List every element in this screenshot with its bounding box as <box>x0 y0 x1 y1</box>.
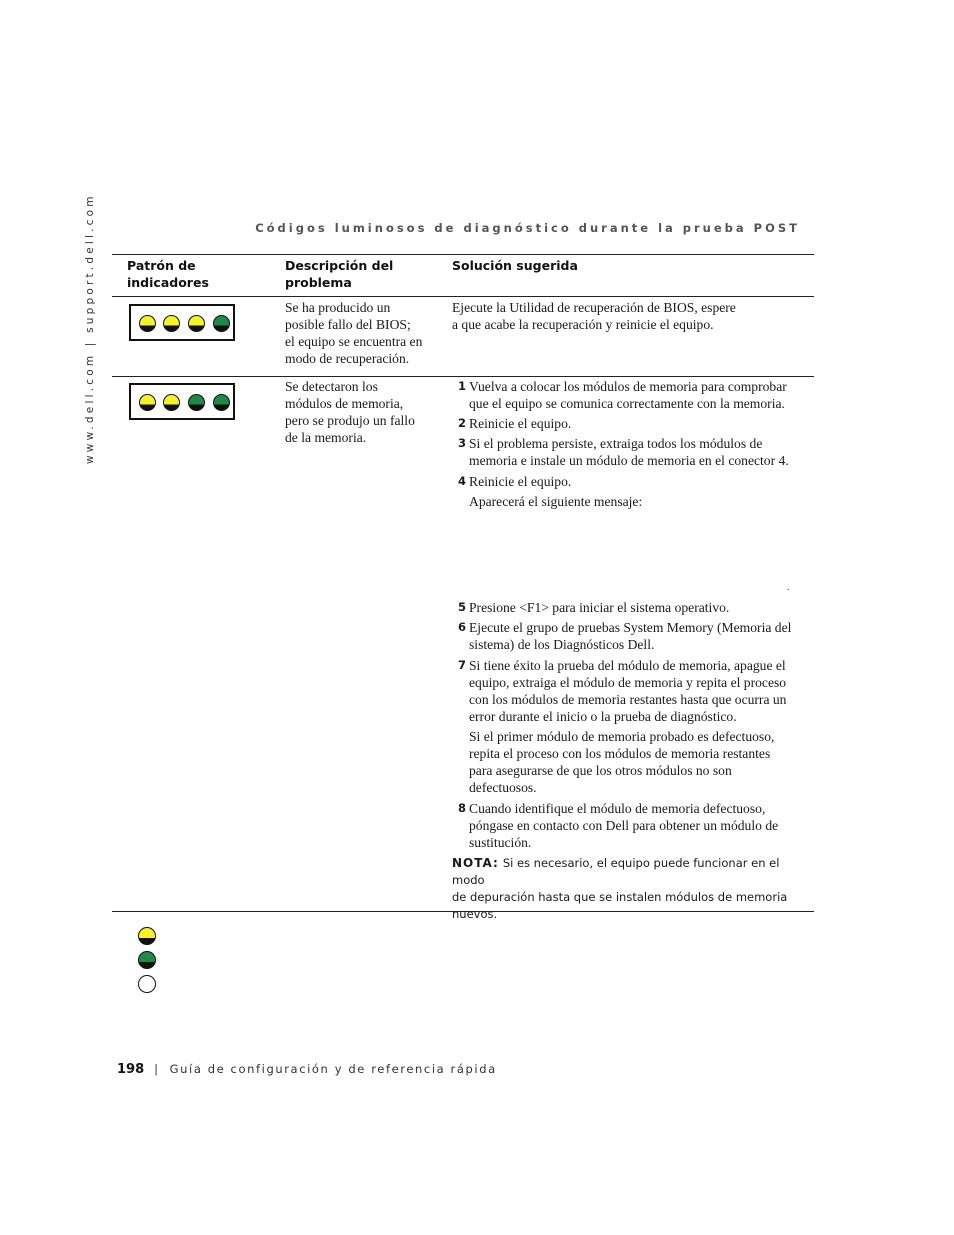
step-text <box>469 657 814 725</box>
footer-separator: | <box>154 1062 160 1076</box>
step-line: Reinicie el equipo. <box>469 416 572 431</box>
table-header-rule <box>112 296 814 297</box>
led-indicator-icon <box>188 315 205 332</box>
led-indicator-icon <box>139 315 156 332</box>
header-description-line: problema <box>285 275 352 290</box>
desc-line: Se ha producido un <box>285 300 391 315</box>
step-line: error durante el inicio o la prueba de diagnóstico. <box>469 709 737 724</box>
step-number: 6 <box>458 620 467 634</box>
followup-line: defectuosos. <box>469 780 537 795</box>
step-number: 4 <box>458 474 467 488</box>
followup-line: Si el primer módulo de memoria probado es defectuoso, <box>469 729 775 744</box>
step-text <box>469 435 814 469</box>
step-line: póngase en contacto con Dell para obtener un módulo de <box>469 818 779 833</box>
step7-followup <box>469 728 814 796</box>
step-text <box>469 473 814 490</box>
led-indicator-icon <box>213 394 230 411</box>
step-line: con los módulos de memoria restantes hasta que ocurra un <box>469 692 787 707</box>
step-line: Reinicie el equipo. <box>469 474 572 489</box>
step-line: sustitución. <box>469 835 532 850</box>
desc-line: modo de recuperación. <box>285 351 410 366</box>
note <box>452 855 814 923</box>
step-line: Vuelva a colocar los módulos de memoria para comprobar <box>469 379 787 394</box>
step-number: 5 <box>458 600 467 614</box>
step-number: 8 <box>458 801 467 815</box>
legend-yellow-led-icon <box>138 927 156 945</box>
running-head: Códigos luminosos de diagnóstico durante la prueba POST <box>255 221 800 235</box>
desc-line: módulos de memoria, <box>285 396 404 411</box>
table-top-rule <box>112 254 814 255</box>
row2-description <box>285 378 445 446</box>
step-text <box>469 599 814 616</box>
side-url: www.dell.com | support.dell.com <box>84 193 96 464</box>
desc-line: posible fallo del BIOS; <box>285 317 411 332</box>
solution-line: a que acabe la recuperación y reinicie el equipo. <box>452 317 714 332</box>
step-item <box>458 378 814 412</box>
step-text <box>469 378 814 412</box>
note-label: NOTA: <box>452 856 499 870</box>
desc-line: el equipo se encuentra en <box>285 334 423 349</box>
step-number: 7 <box>458 658 467 672</box>
step-item <box>458 657 814 725</box>
note-text: Si es necesario, el equipo puede funcionar en el modo <box>452 856 780 887</box>
step-item <box>458 473 814 490</box>
step-text <box>469 415 814 432</box>
led-indicator-icon <box>163 315 180 332</box>
header-solution: Solución sugerida <box>452 258 578 273</box>
row-separator-rule <box>112 376 814 377</box>
footer-title: Guía de configuración y de referencia rápida <box>169 1062 497 1076</box>
step-number: 3 <box>458 436 467 450</box>
desc-line: Se detectaron los <box>285 379 378 394</box>
led-indicator-icon <box>139 394 156 411</box>
step-line: equipo, extraiga el módulo de memoria y repita el proceso <box>469 675 787 690</box>
row1-description <box>285 299 445 367</box>
header-pattern <box>127 257 209 291</box>
desc-line: de la memoria. <box>285 430 367 445</box>
step-text <box>469 619 814 653</box>
page-footer <box>117 1062 497 1077</box>
header-pattern-line: indicadores <box>127 275 209 290</box>
step-line: Presione <F1> para iniciar el sistema operativo. <box>469 600 730 615</box>
followup-line: para asegurarse de que los otros módulos no son <box>469 763 732 778</box>
step-item <box>458 415 814 432</box>
step-line: Si el problema persiste, extraiga todos los módulos de <box>469 436 763 451</box>
led-pattern-row2 <box>129 383 235 420</box>
led-indicator-icon <box>163 394 180 411</box>
note-text: de depuración hasta que se instalen módulos de memoria <box>452 890 788 904</box>
step-line: que el equipo se comunica correctamente con la memoria. <box>469 396 785 411</box>
step-line: Si tiene éxito la prueba del módulo de memoria, apague el <box>469 658 786 673</box>
step-number: 2 <box>458 416 467 430</box>
step-line: Ejecute el grupo de pruebas System Memory (Memoria del <box>469 620 792 635</box>
note-line-first <box>452 855 814 889</box>
page-number: 198 <box>117 1062 145 1077</box>
led-indicator-icon <box>188 394 205 411</box>
desc-line: pero se produjo un fallo <box>285 413 415 428</box>
message-intro: Aparecerá el siguiente mensaje: <box>469 494 643 509</box>
led-indicator-icon <box>213 315 230 332</box>
followup-line: repita el proceso con los módulos de memoria restantes <box>469 746 771 761</box>
legend-green-led-icon <box>138 951 156 969</box>
header-pattern-line: Patrón de <box>127 258 196 273</box>
step-item <box>458 599 814 616</box>
header-description-line: Descripción del <box>285 258 394 273</box>
step-item <box>458 435 814 469</box>
message-dot: . <box>787 582 790 593</box>
step-item <box>458 619 814 653</box>
step-item <box>458 800 814 851</box>
step-line: sistema) de los Diagnósticos Dell. <box>469 637 655 652</box>
step-line: Cuando identifique el módulo de memoria defectuoso, <box>469 801 766 816</box>
solution-line: Ejecute la Utilidad de recuperación de BIOS, espere <box>452 300 736 315</box>
row1-solution <box>452 299 814 333</box>
header-description <box>285 257 393 291</box>
step-number: 1 <box>458 379 467 393</box>
legend-off-led-icon <box>138 975 156 993</box>
note-text: nuevos. <box>452 907 498 921</box>
step-line: memoria e instale un módulo de memoria en el conector 4. <box>469 453 789 468</box>
led-pattern-row1 <box>129 304 235 341</box>
step-text <box>469 800 814 851</box>
